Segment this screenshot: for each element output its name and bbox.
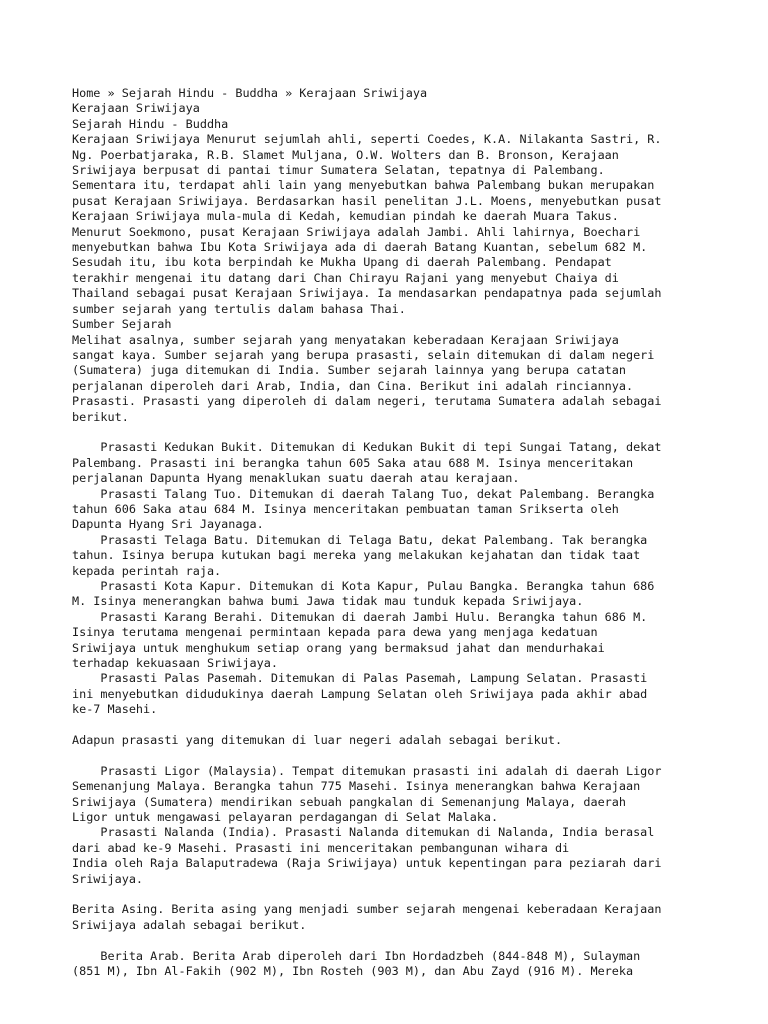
text-line: Sriwijaya (Sumatera) mendirikan sebuah pangkalan di Semenanjung Malaya, daerah — [72, 794, 626, 809]
text-line: Berita Asing. Berita asing yang menjadi sumber sejarah mengenai keberadaan Kerajaan — [72, 902, 662, 917]
text-line: Sriwijaya untuk menghukum setiap orang yang bermaksud jahat dan mendurhakai — [72, 640, 605, 655]
spacer — [72, 718, 702, 733]
text-line: ini menyebutkan didudukinya daerah Lampung Selatan oleh Sriwijaya pada akhir abad — [72, 686, 648, 701]
text-line: (851 M), Ibn Al-Fakih (902 M), Ibn Rosteh (903 M), dan Abu Zayd (916 M). Mereka — [72, 964, 634, 979]
text-line: Palembang. Prasasti ini berangka tahun 605 Saka atau 688 M. Isinya menceritakan — [72, 455, 634, 470]
text-line: dari abad ke-9 Masehi. Prasasti ini menceritakan pembangunan wihara di — [72, 840, 570, 855]
spacer — [72, 933, 702, 948]
text-line: tahun. Isinya berupa kutukan bagi mereka yang melakukan kejahatan dan tidak taat — [72, 548, 641, 563]
sumber-paragraph — [72, 333, 702, 425]
text-line: Sriwijaya. — [72, 871, 144, 886]
text-line: Kerajaan Sriwijaya Menurut sejumlah ahli, seperti Coedes, K.A. Nilakanta Sastri, R. — [72, 132, 662, 147]
prasasti-luar-list — [72, 764, 702, 887]
text-line: Isinya terutama mengenai permintaan kepada para dewa yang menjaga kedatuan — [72, 625, 598, 640]
text-line: Prasasti Talang Tuo. Ditemukan di daerah Talang Tuo, dekat Palembang. Berangka — [72, 486, 655, 501]
spacer — [72, 748, 702, 763]
text-line: Ng. Poerbatjaraka, R.B. Slamet Muljana, O.W. Wolters dan B. Bronson, Kerajaan — [72, 147, 619, 162]
text-line: Sriwijaya berpusat di pantai timur Sumatera Selatan, tepatnya di Palembang. — [72, 163, 605, 178]
text-line: India oleh Raja Balaputradewa (Raja Sriwijaya) untuk kepentingan para peziarah dari — [72, 856, 662, 871]
text-line: Prasasti Kota Kapur. Ditemukan di Kota Kapur, Pulau Bangka. Berangka tahun 686 — [72, 578, 655, 593]
text-line: Prasasti Karang Berahi. Ditemukan di daerah Jambi Hulu. Berangka tahun 686 M. — [72, 609, 648, 624]
text-line: perjalanan diperoleh dari Arab, India, dan Cina. Berikut ini adalah rinciannya. — [72, 378, 634, 393]
text-line: Semenanjung Malaya. Berangka tahun 775 Masehi. Isinya menerangkan bahwa Kerajaan — [72, 779, 641, 794]
text-line: Prasasti Kedukan Bukit. Ditemukan di Kedukan Bukit di tepi Sungai Tatang, dekat — [72, 440, 662, 455]
text-line: menyebutkan bahwa Ibu Kota Sriwijaya ada di daerah Batang Kuantan, sebelum 682 M. — [72, 240, 648, 255]
text-line: Melihat asalnya, sumber sejarah yang menyatakan keberadaan Kerajaan Sriwijaya — [72, 332, 619, 347]
spacer — [72, 425, 702, 440]
text-line: ke-7 Masehi. — [72, 702, 158, 717]
text-line: terhadap kekuasaan Sriwijaya. — [72, 656, 278, 671]
text-line: M. Isinya menerangkan bahwa bumi Jawa tidak mau tunduk kepada Sriwijaya. — [72, 594, 584, 609]
text-line: Prasasti Telaga Batu. Ditemukan di Telaga Batu, dekat Palembang. Tak berangka — [72, 532, 648, 547]
berita-asing-paragraph — [72, 902, 702, 933]
text-line: tahun 606 Saka atau 684 M. Isinya menceritakan pembuatan taman Srikserta oleh — [72, 501, 619, 516]
text-line: terakhir mengenai itu datang dari Chan Chirayu Rajani yang menyebut Chaiya di — [72, 270, 619, 285]
text-line: Ligor untuk mengawasi pelayaran perdagangan di Selat Malaka. — [72, 810, 499, 825]
text-line: Prasasti Palas Pasemah. Ditemukan di Palas Pasemah, Lampung Selatan. Prasasti — [72, 671, 648, 686]
document-body — [72, 86, 702, 979]
text-line: sumber sejarah yang tertulis dalam bahasa Thai. — [72, 301, 406, 316]
berita-arab-paragraph — [72, 949, 702, 980]
breadcrumb[interactable]: Home » Sejarah Hindu - Buddha » Kerajaan Sriwijaya — [72, 86, 428, 100]
luar-intro: Adapun prasasti yang ditemukan di luar negeri adalah sebagai berikut. — [72, 733, 563, 748]
prasasti-dalam-list — [72, 440, 702, 717]
text-line: perjalanan Dapunta Hyang menaklukan suatu daerah atau kerajaan. — [72, 471, 520, 486]
text-line: kepada perintah raja. — [72, 563, 222, 578]
text-line: Kerajaan Sriwijaya mula-mula di Kedah, kemudian pindah ke daerah Muara Takus. — [72, 209, 619, 224]
text-line: Prasasti. Prasasti yang diperoleh di dalam negeri, terutama Sumatera adalah sebagai — [72, 394, 662, 409]
text-line: (Sumatera) juga ditemukan di India. Sumber sejarah lainnya yang berupa catatan — [72, 363, 626, 378]
section-heading: Sumber Sejarah — [72, 317, 172, 332]
page-title: Kerajaan Sriwijaya — [72, 101, 200, 116]
text-line: sangat kaya. Sumber sejarah yang berupa prasasti, selain ditemukan di dalam negeri — [72, 347, 655, 362]
spacer — [72, 887, 702, 902]
text-line: Sesudah itu, ibu kota berpindah ke Mukha Upang di daerah Palembang. Pendapat — [72, 255, 612, 270]
text-line: Thailand sebagai pusat Kerajaan Sriwijaya. Ia mendasarkan pendapatnya pada sejumlah — [72, 286, 662, 301]
text-line: Sementara itu, terdapat ahli lain yang menyebutkan bahwa Palembang bukan merupakan — [72, 178, 655, 193]
category-label[interactable]: Sejarah Hindu - Buddha — [72, 116, 229, 131]
text-line: Menurut Soekmono, pusat Kerajaan Sriwijaya adalah Jambi. Ahli lahirnya, Boechari — [72, 224, 641, 239]
text-line: Berita Arab. Berita Arab diperoleh dari Ibn Hordadzbeh (844-848 M), Sulayman — [72, 948, 641, 963]
intro-paragraph — [72, 132, 702, 317]
text-line: Prasasti Ligor (Malaysia). Tempat ditemukan prasasti ini adalah di daerah Ligor — [72, 763, 662, 778]
text-line: Prasasti Nalanda (India). Prasasti Nalanda ditemukan di Nalanda, India berasal — [72, 825, 655, 840]
text-line: pusat Kerajaan Sriwijaya. Berdasarkan hasil penelitan J.L. Moens, menyebutkan pusat — [72, 193, 662, 208]
text-line: Dapunta Hyang Sri Jayanaga. — [72, 517, 264, 532]
text-line: berikut. — [72, 409, 129, 424]
text-line: Sriwijaya adalah sebagai berikut. — [72, 917, 307, 932]
